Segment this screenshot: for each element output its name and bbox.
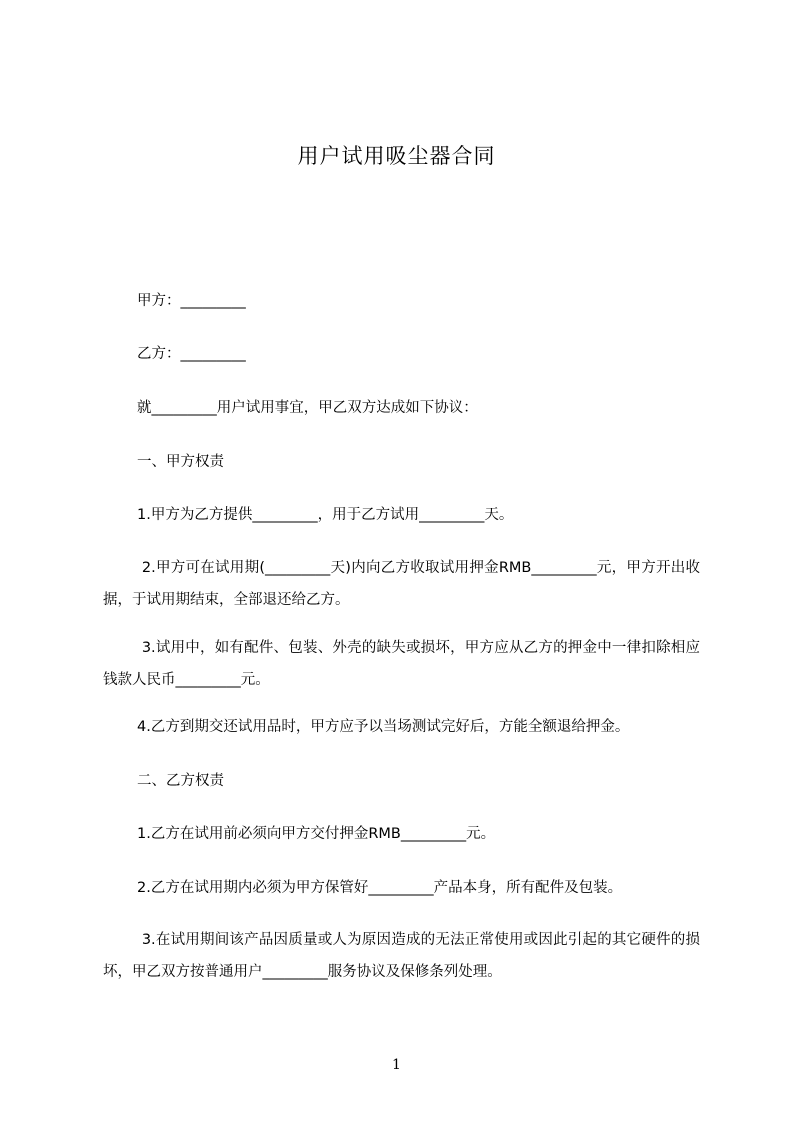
party-b-line: 乙方：_________ xyxy=(137,346,246,362)
section-2-heading: 二、乙方权责 xyxy=(137,773,224,789)
section-1-item-3 xyxy=(103,632,700,696)
section-2-item-2: 2.乙方在试用期内必须为甲方保管好_________产品本身，所有配件及包装。 xyxy=(137,880,623,896)
section-1-item-2 xyxy=(103,552,700,616)
section-1-item-1: 1.甲方为乙方提供_________，用于乙方试用_________天。 xyxy=(137,507,514,523)
section-2-item-1: 1.乙方在试用前必须向甲方交付押金RMB_________元。 xyxy=(137,826,496,842)
section-1-item-3-text: 3.试用中，如有配件、包装、外壳的缺失或损坏，甲方应从乙方的押金中一律扣除相应钱款人民币_________元。 xyxy=(103,640,700,688)
section-1-item-2-text: 2.甲方可在试用期(_________天)内向乙方收取试用押金RMB_________元，甲方开出收据，于试用期结束，全部退还给乙方。 xyxy=(103,560,700,608)
section-1-heading: 一、甲方权责 xyxy=(137,454,224,470)
intro-line: 就_________用户试用事宜，甲乙双方达成如下协议： xyxy=(137,400,478,416)
section-2-item-3-text: 3.在试用期间该产品因质量或人为原因造成的无法正常使用或因此引起的其它硬件的损坏，甲乙双方按普通用户_________服务协议及保修条列处理。 xyxy=(103,932,700,980)
section-2-item-3 xyxy=(103,924,700,988)
document-title: 用户试用吸尘器合同 xyxy=(297,144,496,168)
section-1-item-4: 4.乙方到期交还试用品时，甲方应予以当场测试完好后，方能全额退给押金。 xyxy=(137,719,630,735)
party-a-line: 甲方：_________ xyxy=(137,293,246,309)
page-number: 1 xyxy=(392,1057,401,1073)
